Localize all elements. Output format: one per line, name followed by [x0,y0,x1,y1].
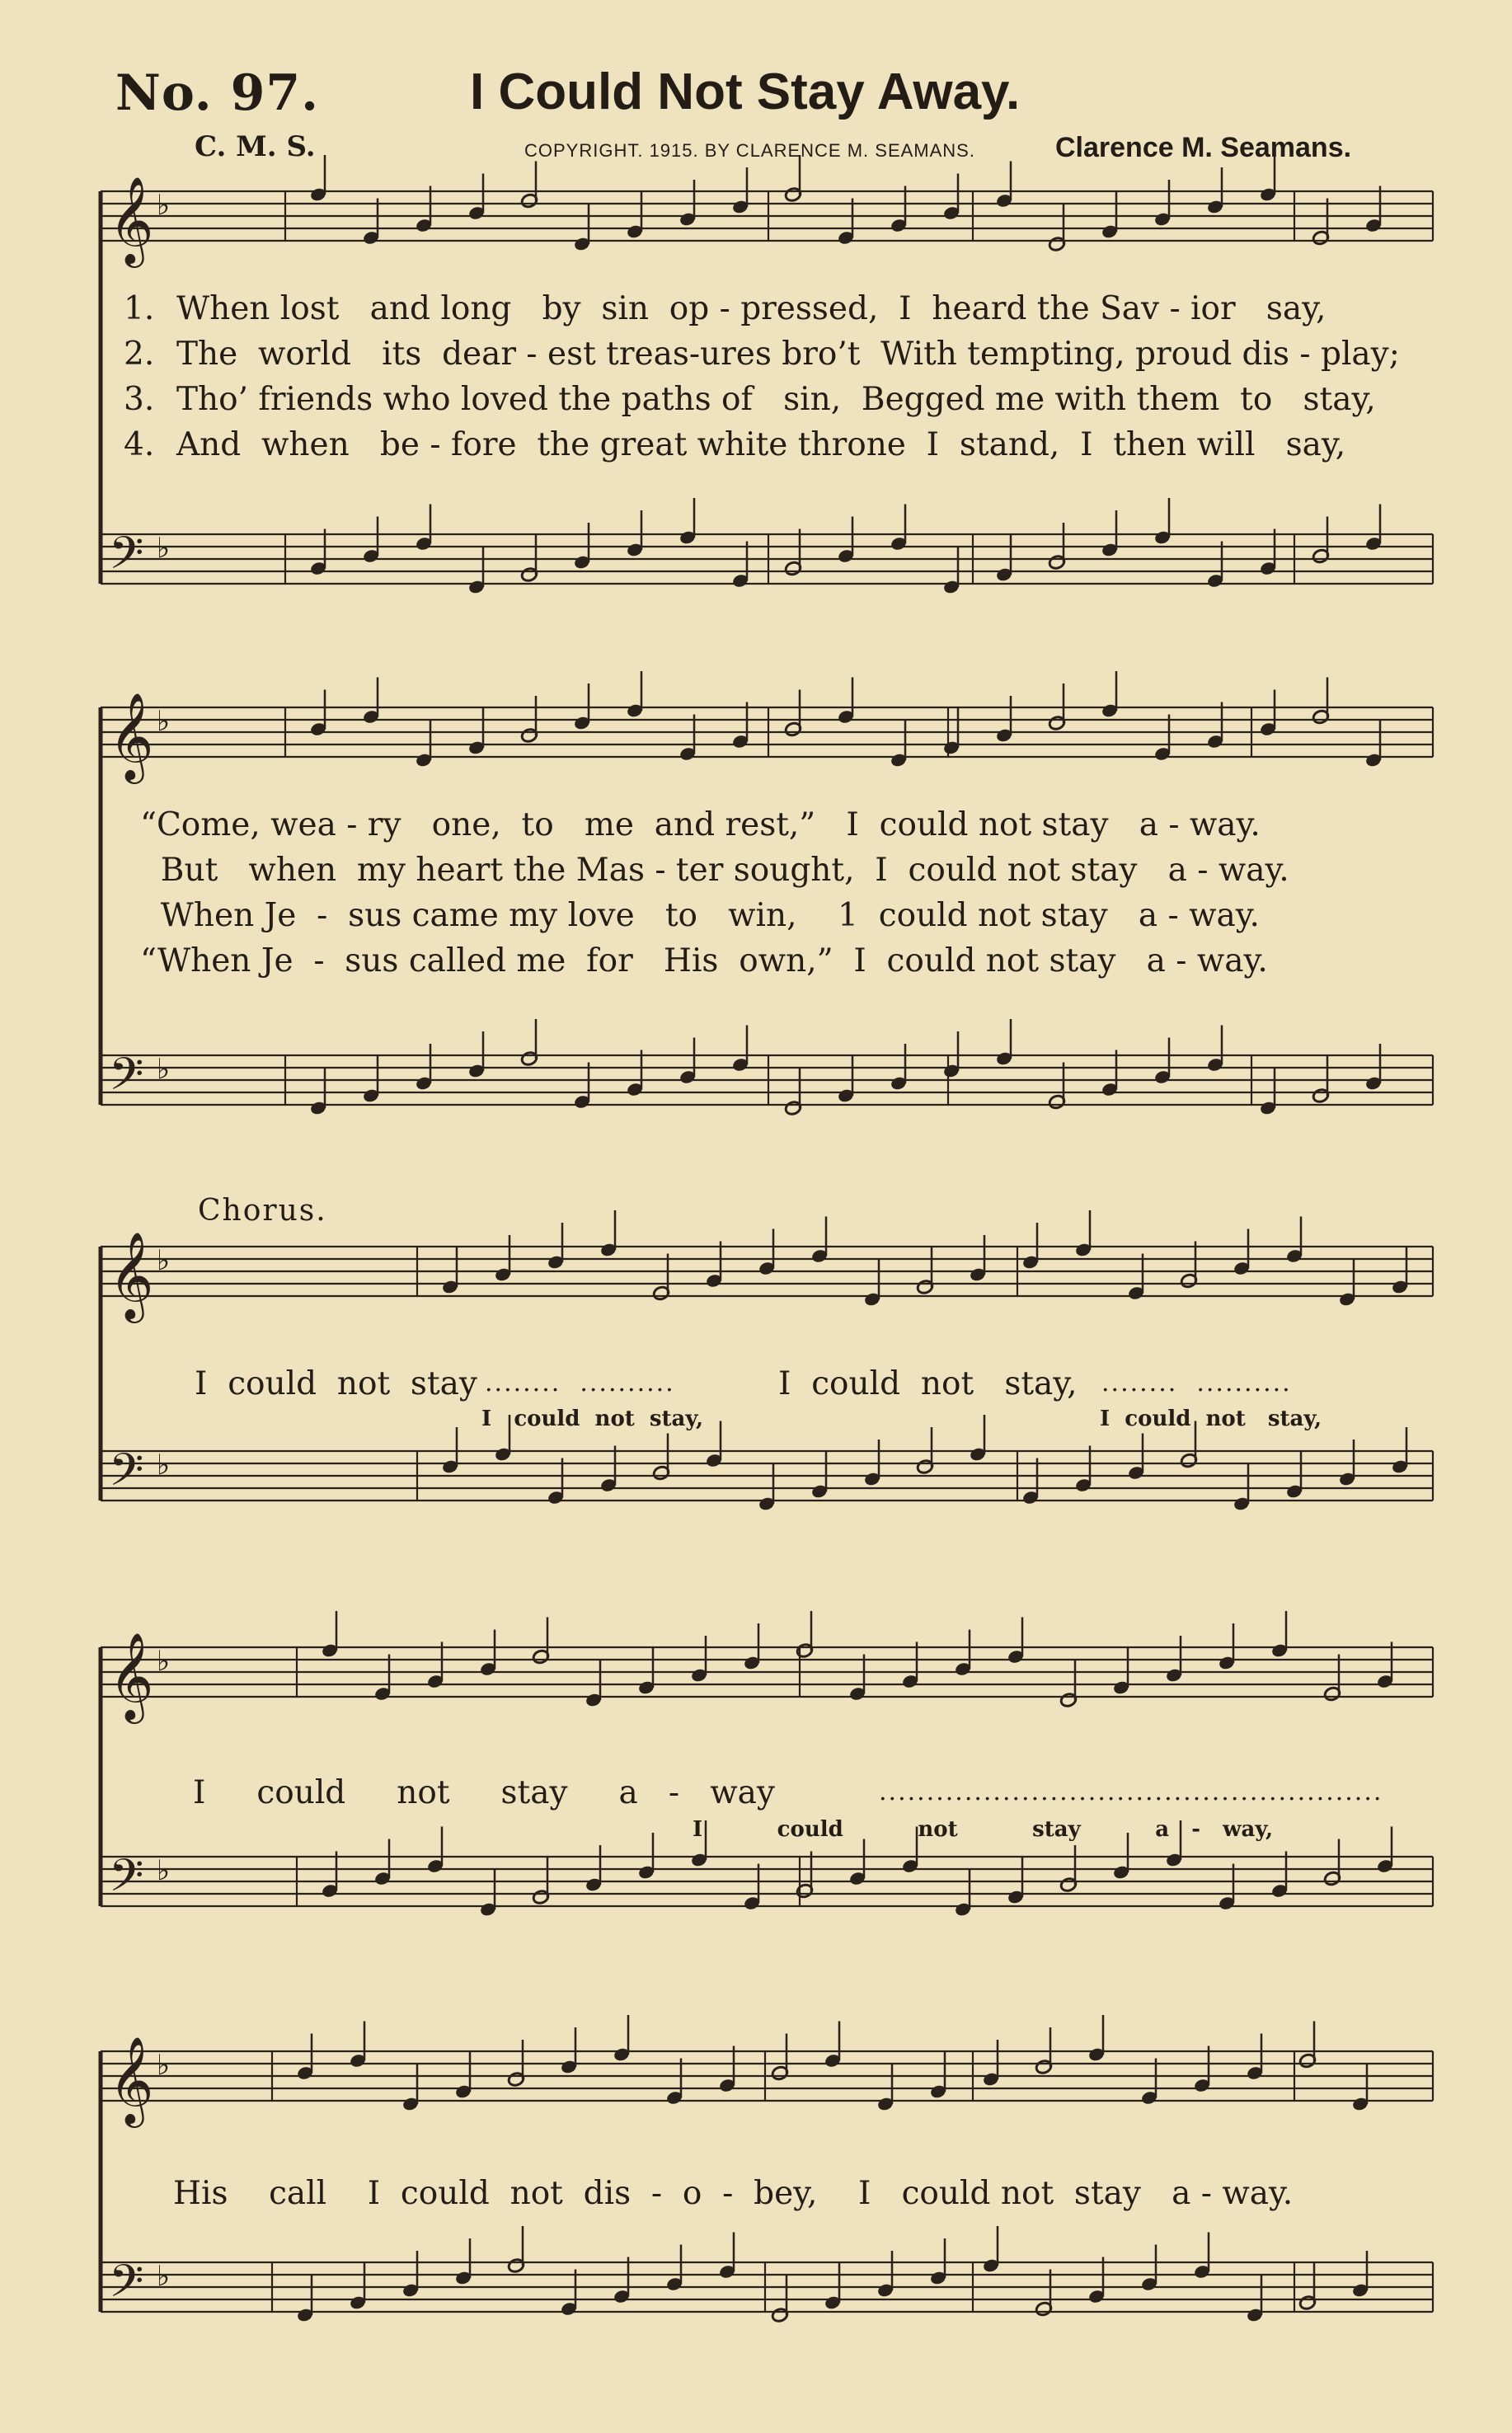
clef-symbol: 𝄢 [109,2255,144,2318]
chorus-line-3: His call I could not dis - o - bey, I could not stay a - way. [173,2175,1294,2212]
clef-symbol: ♭ [157,1854,171,1887]
clef-symbol: 𝄞 [109,2036,154,2124]
hymn-number: No. 97. [115,64,319,122]
clef-symbols [109,176,170,2318]
clef-symbol: 𝄞 [109,1632,154,1720]
verse-3-line-2: When Je - sus came my love to win, 1 could not stay a - way. [140,897,1260,934]
clef-symbol: ♭ [157,532,171,565]
verse-1-line-2: “Come, wea - ry one, to me and rest,” I could not stay a - way. [140,806,1261,843]
clef-symbol: 𝄞 [109,692,154,780]
staff-lines [101,191,1433,2312]
chorus-dots-1: ........ .......... [485,1369,675,1397]
clef-symbol: ♭ [157,1645,171,1678]
verse-2-line-2: But when my heart the Mas - ter sought, I could not stay a - way. [140,852,1289,889]
hymn-author: Clarence M. Seamans. [1055,132,1352,163]
clef-symbol: ♭ [157,705,171,738]
clef-symbol: 𝄞 [109,1231,154,1319]
chorus-line-1: I could not stay [195,1365,477,1402]
chorus-label: Chorus. [198,1194,327,1228]
clef-symbol: 𝄢 [109,1048,144,1111]
music-notes [296,155,1409,2323]
verse-1-line-1: 1. When lost and long by sin op - pressed, I heard the Sav - ior say, [124,290,1327,327]
hymn-title: I Could Not Stay Away. [470,63,1021,120]
clef-symbol: ♭ [157,1244,171,1277]
clef-symbol: ♭ [157,2260,171,2293]
clef-symbol: 𝄢 [109,1444,144,1507]
clef-symbol: ♭ [157,1449,171,1482]
clef-symbol: 𝄢 [109,1849,144,1913]
verse-2-line-1: 2. The world its dear - est treas-ures bro’t With tempting, proud dis - play; [124,336,1400,373]
clef-symbol: 𝄞 [109,176,154,264]
chorus-dots-2: ........ .......... [1101,1369,1292,1397]
clef-symbol: 𝄢 [109,527,144,590]
chorus-line-1b: I could not stay, [778,1365,1078,1402]
chorus-alto-line-1: I could not stay, [481,1407,704,1431]
chorus-dots-3: ..................................................... [879,1778,1383,1806]
verse-3-line-1: 3. Tho’ friends who loved the paths of sin, Begged me with them to stay, [124,381,1376,418]
hymn-meter: C. M. S. [195,130,316,163]
chorus-line-2: I could not stay a - way [193,1774,775,1811]
chorus-alto-line-2: I could not stay a - way, [693,1817,1274,1842]
clef-symbol: ♭ [157,2049,171,2082]
clef-symbol: ♭ [157,189,171,222]
chorus-alto-line-1b: I could not stay, [1100,1407,1322,1431]
verse-4-line-2: “When Je - sus called me for His own,” I could not stay a - way. [140,942,1268,979]
clef-symbol: ♭ [157,1053,171,1086]
verse-4-line-1: 4. And when be - fore the great white throne I stand, I then will say, [124,426,1346,463]
copyright-notice: COPYRIGHT. 1915. BY CLARENCE M. SEAMANS. [524,140,975,161]
